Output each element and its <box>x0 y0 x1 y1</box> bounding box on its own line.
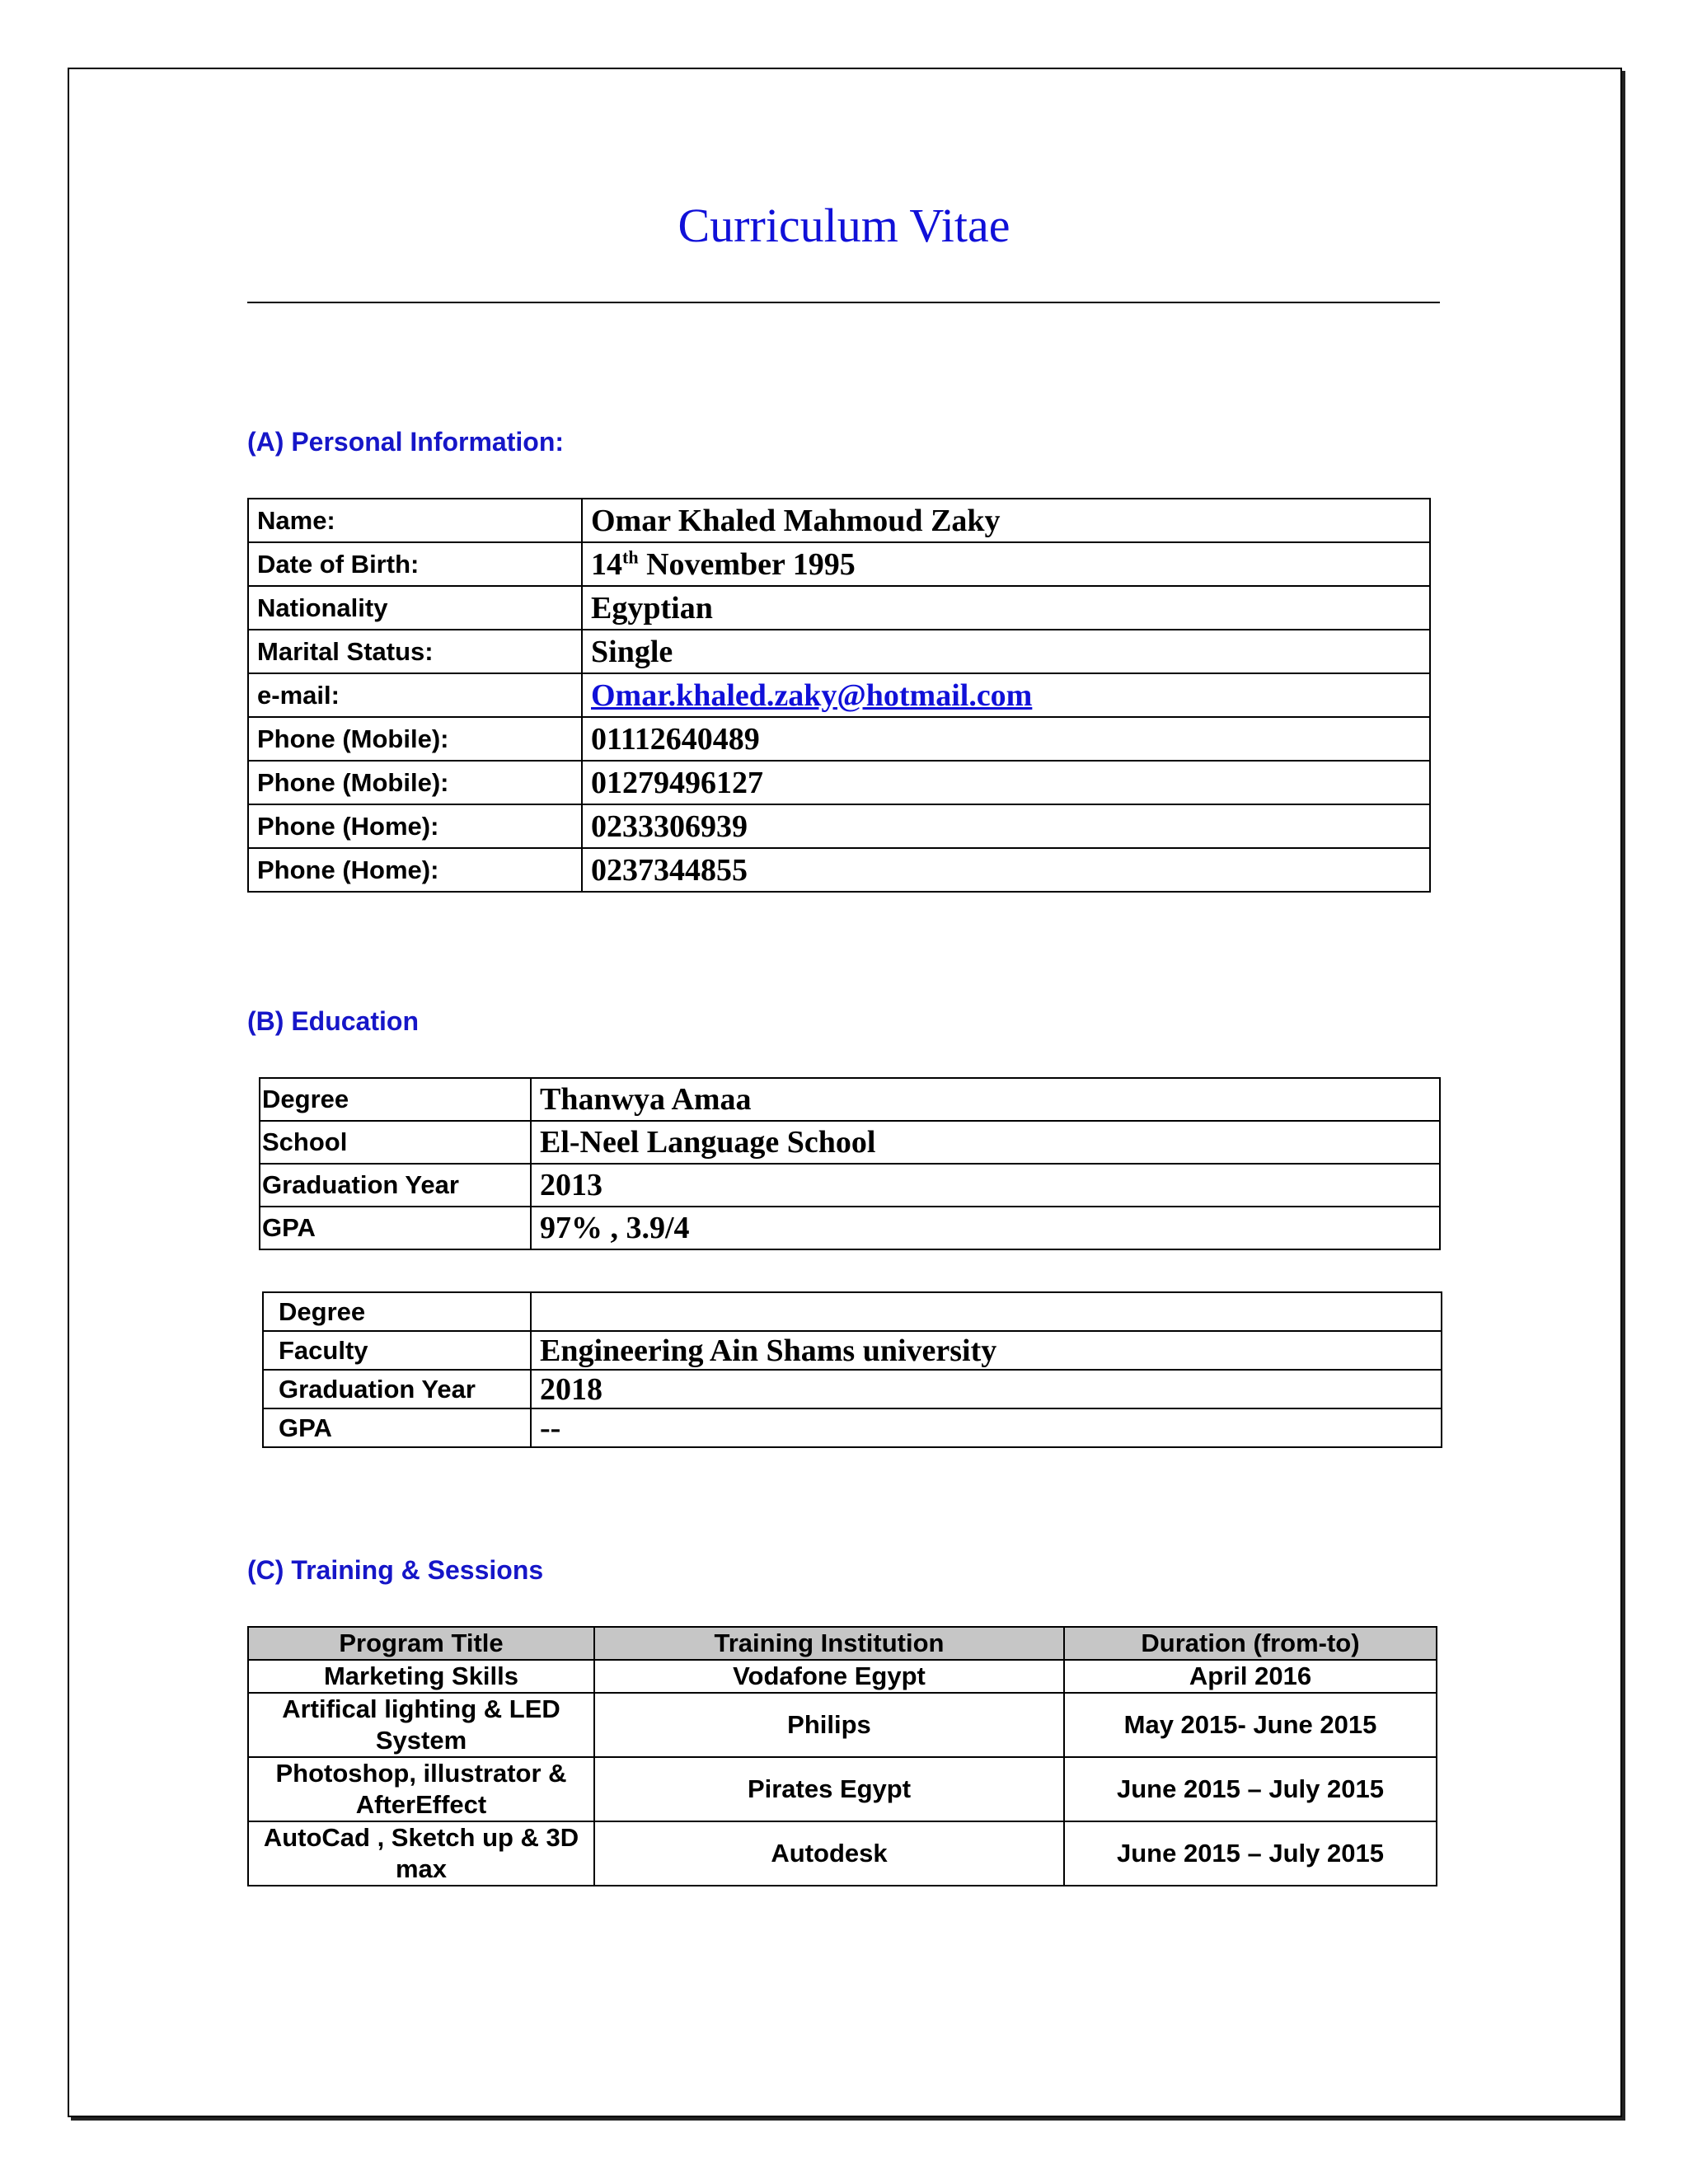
phone-mobile-label: Phone (Mobile): <box>248 717 582 761</box>
training-institution: Autodesk <box>594 1821 1064 1886</box>
table-row <box>248 761 1430 804</box>
table-row <box>248 1757 1437 1821</box>
gpa-value: -- <box>531 1408 1442 1447</box>
dob-day: 14 <box>591 546 622 582</box>
gpa-label: GPA <box>260 1207 531 1249</box>
table-row <box>248 717 1430 761</box>
name-label: Name: <box>248 499 582 542</box>
email-label: e-mail: <box>248 673 582 717</box>
training-institution: Philips <box>594 1693 1064 1757</box>
phone-mobile-label: Phone (Mobile): <box>248 761 582 804</box>
phone-home-label: Phone (Home): <box>248 848 582 892</box>
degree-value <box>531 1292 1442 1331</box>
table-row <box>260 1078 1440 1121</box>
title-divider <box>247 302 1440 303</box>
gpa-label: GPA <box>263 1408 531 1447</box>
document-title: Curriculum Vitae <box>678 199 1010 252</box>
table-row <box>260 1207 1440 1249</box>
school-value: El-Neel Language School <box>531 1121 1440 1164</box>
marital-status-value: Single <box>582 630 1430 673</box>
table-row <box>263 1292 1442 1331</box>
email-link[interactable]: Omar.khaled.zaky@hotmail.com <box>591 677 1033 713</box>
table-row <box>263 1331 1442 1370</box>
training-duration: June 2015 – July 2015 <box>1064 1821 1437 1886</box>
column-header-program: Program Title <box>248 1627 594 1660</box>
degree-label: Degree <box>260 1078 531 1121</box>
training-institution: Pirates Egypt <box>594 1757 1064 1821</box>
graduation-year-label: Graduation Year <box>263 1370 531 1408</box>
graduation-year-value: 2018 <box>531 1370 1442 1408</box>
marital-status-label: Marital Status: <box>248 630 582 673</box>
program-title: AutoCad , Sketch up & 3D max <box>248 1821 594 1886</box>
personal-info-table <box>247 498 1431 893</box>
degree-value: Thanwya Amaa <box>531 1078 1440 1121</box>
training-heading: (C) Training & Sessions <box>247 1555 544 1585</box>
table-row <box>248 630 1430 673</box>
table-row <box>248 1693 1437 1757</box>
table-row <box>248 673 1430 717</box>
phone-home-value: 0237344855 <box>582 848 1430 892</box>
training-duration: May 2015- June 2015 <box>1064 1693 1437 1757</box>
phone-mobile-value: 01112640489 <box>582 717 1430 761</box>
table-row <box>260 1164 1440 1207</box>
table-row <box>263 1408 1442 1447</box>
graduation-year-label: Graduation Year <box>260 1164 531 1207</box>
dob-label: Date of Birth: <box>248 542 582 586</box>
training-table <box>247 1626 1437 1886</box>
nationality-value: Egyptian <box>582 586 1430 630</box>
table-row <box>248 1821 1437 1886</box>
table-row <box>260 1121 1440 1164</box>
table-row <box>248 586 1430 630</box>
name-value: Omar Khaled Mahmoud Zaky <box>582 499 1430 542</box>
table-row <box>248 848 1430 892</box>
column-header-institution: Training Institution <box>594 1627 1064 1660</box>
school-label: School <box>260 1121 531 1164</box>
dob-value <box>582 542 1430 586</box>
education-heading: (B) Education <box>247 1006 419 1036</box>
faculty-value: Engineering Ain Shams university <box>531 1331 1442 1370</box>
table-header-row <box>248 1627 1437 1660</box>
phone-home-value: 0233306939 <box>582 804 1430 848</box>
email-cell <box>582 673 1430 717</box>
table-row <box>248 804 1430 848</box>
dob-day-suffix: th <box>622 546 639 567</box>
training-duration: June 2015 – July 2015 <box>1064 1757 1437 1821</box>
program-title: Artifical lighting & LED System <box>248 1693 594 1757</box>
dob-month-year: November 1995 <box>638 546 856 582</box>
degree-label: Degree <box>263 1292 531 1331</box>
table-row <box>263 1370 1442 1408</box>
university-education-table <box>262 1291 1442 1448</box>
faculty-label: Faculty <box>263 1331 531 1370</box>
training-duration: April 2016 <box>1064 1660 1437 1693</box>
school-education-table <box>259 1077 1441 1250</box>
table-row <box>248 542 1430 586</box>
table-row <box>248 1660 1437 1693</box>
nationality-label: Nationality <box>248 586 582 630</box>
training-institution: Vodafone Egypt <box>594 1660 1064 1693</box>
personal-info-heading: (A) Personal Information: <box>247 427 565 457</box>
graduation-year-value: 2013 <box>531 1164 1440 1207</box>
phone-mobile-value: 01279496127 <box>582 761 1430 804</box>
table-row <box>248 499 1430 542</box>
gpa-value: 97% , 3.9/4 <box>531 1207 1440 1249</box>
program-title: Photoshop, illustrator & AfterEffect <box>248 1757 594 1821</box>
column-header-duration: Duration (from-to) <box>1064 1627 1437 1660</box>
program-title: Marketing Skills <box>248 1660 594 1693</box>
phone-home-label: Phone (Home): <box>248 804 582 848</box>
